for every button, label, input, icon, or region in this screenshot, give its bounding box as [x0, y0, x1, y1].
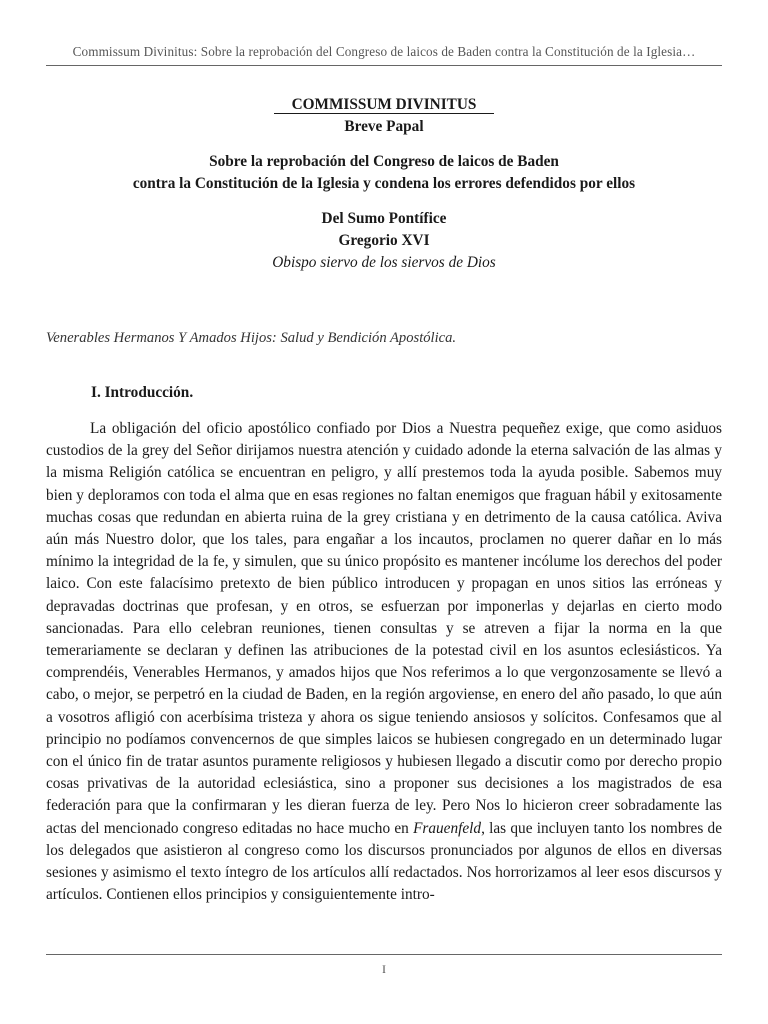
document-title: COMMISSUM DIVINITUS: [274, 96, 495, 114]
author-name: Gregorio XVI: [338, 232, 430, 249]
body-paragraph: [46, 418, 722, 906]
footer-rule: [46, 954, 722, 955]
topic-line-1: Sobre la reprobación del Congreso de laicos de Baden: [209, 153, 559, 170]
title-block: [46, 94, 722, 274]
document-subtitle: Breve Papal: [344, 118, 424, 135]
paragraph-text-part-2: , las que incluyen tanto los nombres de los delegados que asistieron al congreso como los discursos pronunciados por algunos de ellos en diversas sesiones y asimismo el texto íntegro de los artículos allí redactados. Nos horrorizamos al leer esos discursos y artículos. Contienen ellos principios y consiguientemente intro-: [46, 819, 722, 904]
page-number: I: [382, 962, 386, 976]
header-rule: [46, 65, 722, 66]
author-from: Del Sumo Pontífice: [321, 210, 447, 227]
title-gap: [46, 195, 722, 208]
paragraph-text-part-1: La obligación del oficio apostólico confiado por Dios a Nuestra pequeñez exige, que como asiduos custodios de la grey del Señor dirijamos nuestra atención y cuidado adonde la eterna salvación de las almas y la misma Religión católica se encuentran en peligro, y allí prestemos toda la ayuda posible. Sabemos muy bien y deploramos con toda el alma que en esas regiones no faltan enemigos que fraguan hábil y exitosamente muchas cosas que redundan en abierta ruina de la grey cristiana y en detrimento de la causa católica. Aviva aún más Nuestro dolor, que los tales, para engañar a los incautos, proclamen no querer dañar en lo más mínimo la integridad de la fe, y simulen, que su único propósito es mantener incólume los derechos del poder laico. Con este falacísimo pretexto de bien público introducen y propagan en unos sitios las erróneas y depravadas doctrinas que profesan, y en otros, se esfuerzan por imponerlas y dejarlas en cierto modo sancionadas. Para ello celebran reuniones, tienen consultas y se atreven a fijar la norma en la que temerariamente se declaran y definen las atribuciones de la potestad civil en los asuntos eclesiásticos. Ya comprendéis, Venerables Hermanos, y amados hijos que Nos referimos a lo que vergonzosamente se llevó a cabo, o mejor, se perpetró en la ciudad de Baden, en la región argoviense, en enero del año pasado, lo que aún a vosotros afligió con acerbísima tristeza y ahora os sigue teniendo ansiosos y solícitos. Confesamos que al principio no podíamos convencernos de que simples laicos se hubiesen congregado en un determinado lugar con el único fin de tratar asuntos puramente religiosos y hubiesen llegado a discutir como por derecho propio cosas privativas de la autoridad eclesiástica, sino a proponer sus decisiones a los magistrados de esa federación para que la confirmaran y les dieran fuerza de ley. Pero Nos lo hicieron creer sobradamente las actas del mencionado congreso editadas no hace mucho en: [46, 420, 722, 837]
place-name: Frauenfeld: [413, 819, 482, 837]
running-header: Commissum Divinitus: Sobre la reprobación del Congreso de laicos de Baden contra la Constitución de la Iglesia…: [72, 44, 696, 59]
salutation: Venerables Hermanos Y Amados Hijos: Salud y Bendición Apostólica.: [46, 330, 457, 346]
author-epithet: Obispo siervo de los siervos de Dios: [272, 254, 496, 271]
section-heading: I. Introducción.: [91, 384, 194, 401]
title-gap: [46, 138, 722, 151]
topic-line-2: contra la Constitución de la Iglesia y condena los errores defendidos por ellos: [132, 175, 636, 192]
